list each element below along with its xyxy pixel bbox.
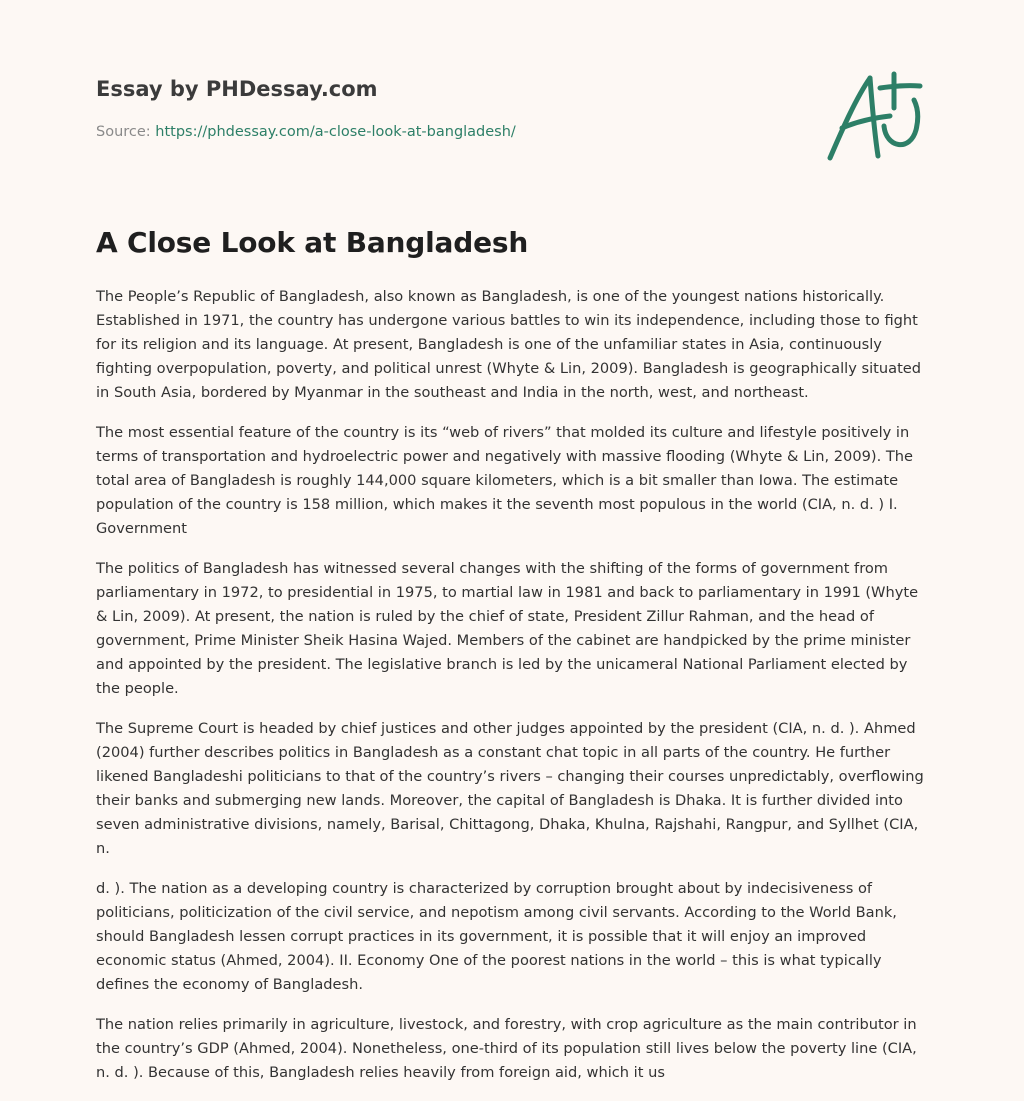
a-plus-grade-icon [824,68,928,164]
source-line [96,124,516,140]
paragraph: The politics of Bangladesh has witnessed several changes with the shifting of the forms of government from parliamentary in 1972, to presidential in 1975, to martial law in 1981 and back to parliamentary in 1991 (Whyte & Lin, 2009). At present, the nation is ruled by the chief of state, President Zillur Rahman, and the head of government, Prime Minister Sheik Hasina Wajed. Members of the cabinet are handpicked by the prime minister and appointed by the president. The legislative branch is led by the unicameral National Parliament elected by the people. [96,560,919,697]
paragraph: The People’s Republic of Bangladesh, also known as Bangladesh, is one of the youngest nations historically. Established in 1971, the country has undergone various battles to win its independence, including those to fight for its religion and its language. At present, Bangladesh is one of the unfamiliar states in Asia, continuously fighting overpopulation, poverty, and political unrest (Whyte & Lin, 2009). Bangladesh is geographically situated in South Asia, bordered by Myanmar in the southeast and India in the north, west, and northeast. [96,288,922,401]
source-label: Source: [96,124,151,140]
paragraph: The nation relies primarily in agriculture, livestock, and forestry, with crop agriculture as the main contributor in the country’s GDP (Ahmed, 2004). Nonetheless, one-third of its population still lives below the poverty line (CIA, n. d. ). Because of this, Bangladesh relies heavily from foreign aid, which it us [96,1016,917,1081]
paragraph: The most essential feature of the country is its “web of rivers” that molded its culture and lifestyle positively in terms of transportation and hydroelectric power and negatively with massive flooding (Whyte & Lin, 2009). The total area of Bangladesh is roughly 144,000 square kilometers, which is a bit smaller than Iowa. The estimate population of the country is 158 million, which makes it the seventh most populous in the world (CIA, n. d. ) I. Government [96,424,914,537]
article-body [96,285,926,1101]
paragraph: The Supreme Court is headed by chief justices and other judges appointed by the president (CIA, n. d. ). Ahmed (2004) further describes politics in Bangladesh as a constant chat topic in all parts of the country. He further likened Bangladeshi politicians to that of the country’s rivers – changing their courses unpredictably, overflowing their banks and submerging new lands. Moreover, the capital of Bangladesh is Dhaka. It is further divided into seven administrative divisions, namely, Barisal, Chittagong, Dhaka, Khulna, Rajshahi, Rangpur, and Syllhet (CIA, n. [96,720,924,857]
site-brand: Essay by PHDessay.com [96,77,378,101]
source-link[interactable]: https://phdessay.com/a-close-look-at-bangladesh/ [155,124,516,140]
paragraph: d. ). The nation as a developing country is characterized by corruption brought about by indecisiveness of politicians, politicization of the civil service, and nepotism among civil servants. According to the World Bank, should Bangladesh lessen corrupt practices in its government, it is possible that it will enjoy an improved economic status (Ahmed, 2004). II. Economy One of the poorest nations in the world – this is what typically defines the economy of Bangladesh. [96,880,897,993]
article-title: A Close Look at Bangladesh [96,226,529,259]
